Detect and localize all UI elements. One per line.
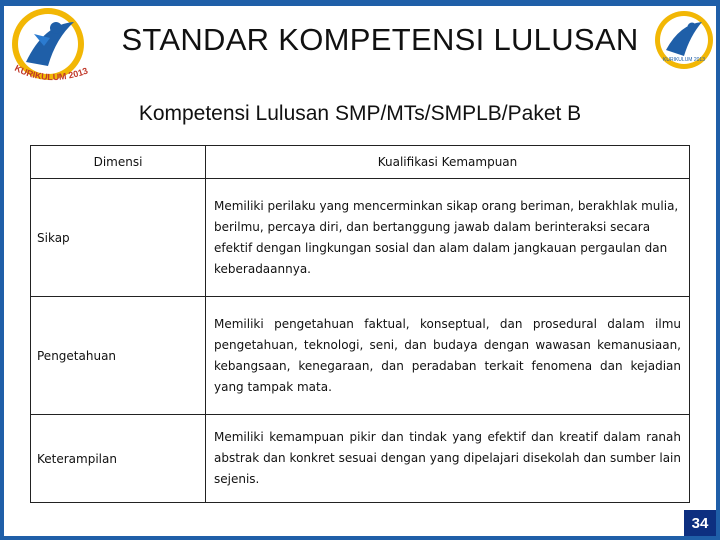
header-dimension: Dimensi — [31, 146, 206, 179]
dimension-cell: Keterampilan — [31, 415, 206, 503]
page-subtitle: Kompetensi Lulusan SMP/MTs/SMPLB/Paket B — [138, 102, 582, 125]
kurikulum-logo-right — [652, 10, 716, 72]
logo-right-text: KURIKULUM 2013 — [663, 57, 705, 63]
page-number-badge: 34 — [684, 510, 716, 536]
frame-right-border — [716, 0, 720, 540]
logo-left-text: KURIKULUM 2013 — [13, 62, 90, 83]
table-row — [31, 297, 690, 415]
dimension-cell: Sikap — [31, 179, 206, 297]
qualification-cell: Memiliki kemampuan pikir dan tindak yang efektif dan kreatif dalam ranah abstrak dan konkret sesuai dengan yang dipelajari disekolah dan sumber lain sejenis. — [206, 415, 690, 503]
table-header-row — [31, 146, 690, 179]
table-row — [31, 179, 690, 297]
dimension-cell: Pengetahuan — [31, 297, 206, 415]
qualification-cell: Memiliki pengetahuan faktual, konseptual, dan prosedural dalam ilmu pengetahuan, teknologi, seni, dan budaya dengan wawasan kemanusiaan, kebangsaan, kenegaraan, dan peradaban terkait fenomena dan kejadian yang tampak mata. — [206, 297, 690, 415]
header-qualification: Kualifikasi Kemampuan — [206, 146, 690, 179]
page-title: STANDAR KOMPETENSI LULUSAN — [121, 22, 639, 57]
frame-bottom-border — [0, 536, 720, 540]
competency-table — [30, 145, 690, 503]
table-row — [31, 415, 690, 503]
qualification-cell: Memiliki perilaku yang mencerminkan sikap orang beriman, berakhlak mulia, berilmu, percaya diri, dan bertanggung jawab dalam berinteraksi secara efektif dengan lingkungan sosial dan alam dalam jangkauan pergaulan dan keberadaannya. — [206, 179, 690, 297]
kurikulum-logo-left — [4, 4, 112, 90]
